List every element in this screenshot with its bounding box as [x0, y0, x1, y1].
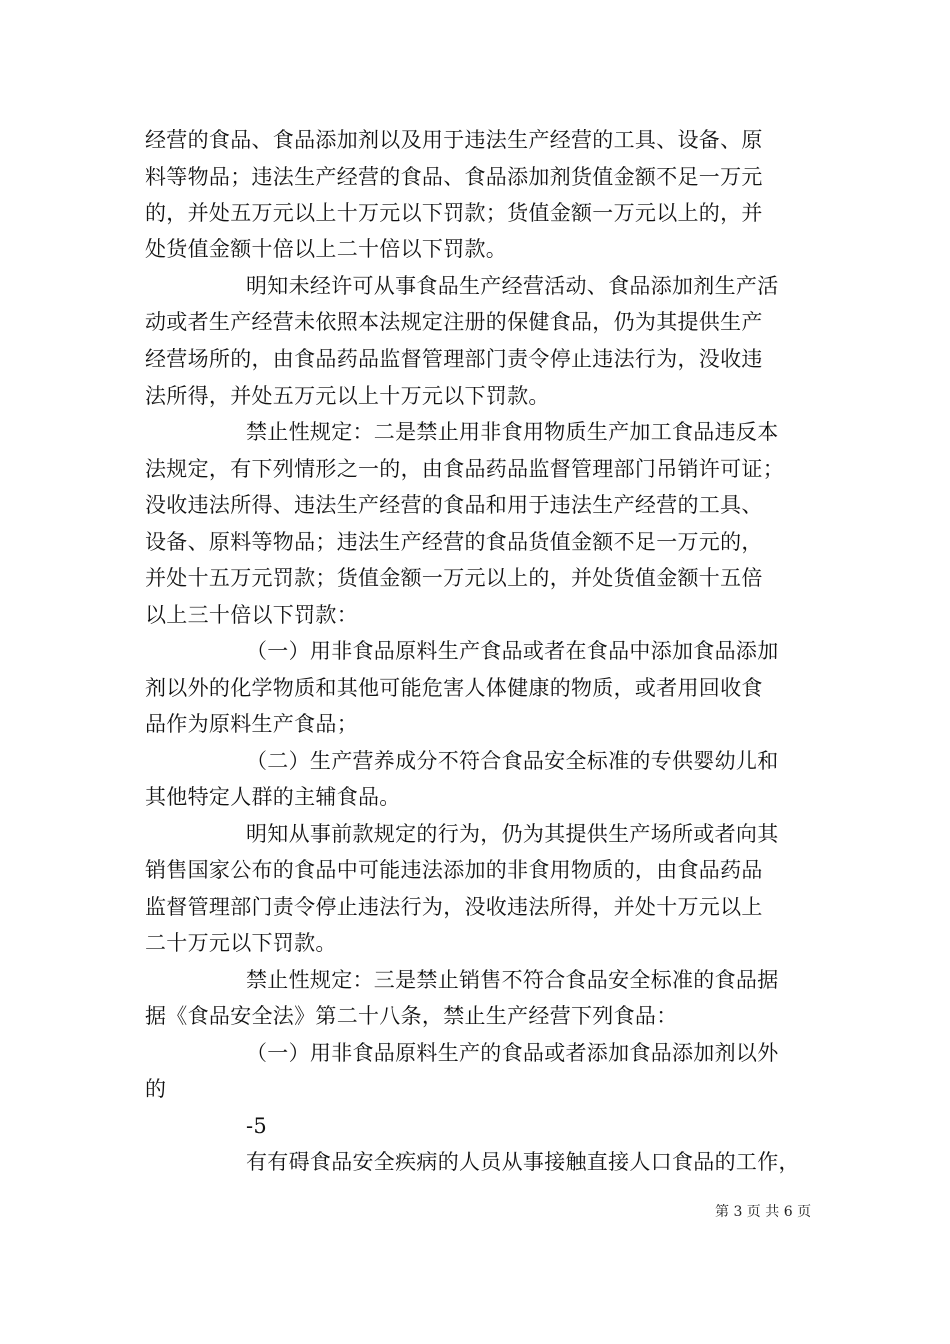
- body-line: 经营的食品、食品添加剂以及用于违法生产经营的工具、设备、原: [145, 128, 763, 152]
- body-line: 法规定，有下列情形之一的，由食品药品监督管理部门吊销许可证；: [145, 457, 784, 481]
- body-line: （一）用非食品原料生产食品或者在食品中添加食品添加: [246, 639, 779, 663]
- body-line: 其他特定人群的主辅食品。: [145, 785, 401, 809]
- body-line: 监督管理部门责令停止违法行为，没收违法所得，并处十万元以上: [145, 895, 763, 919]
- body-line: 料等物品；违法生产经营的食品、食品添加剂货值金额不足一万元: [145, 165, 763, 189]
- body-line: 二十万元以下罚款。: [145, 931, 337, 955]
- page-footer: 第 3 页 共 6 页: [715, 1204, 812, 1220]
- page-marker: -5: [246, 1114, 268, 1138]
- body-line: 的: [145, 1077, 167, 1101]
- body-line: （一）用非食品原料生产的食品或者添加食品添加剂以外: [246, 1041, 779, 1065]
- body-line: （二）生产营养成分不符合食品安全标准的专供婴幼儿和: [246, 749, 779, 773]
- body-line: 经营场所的，由食品药品监督管理部门责令停止违法行为，没收违: [145, 347, 763, 371]
- body-line: 动或者生产经营未依照本法规定注册的保健食品，仍为其提供生产: [145, 310, 763, 334]
- body-line: 销售国家公布的食品中可能违法添加的非食用物质的，由食品药品: [145, 858, 763, 882]
- body-line: 品作为原料生产食品；: [145, 712, 358, 736]
- body-line: 处货值金额十倍以上二十倍以下罚款。: [145, 237, 508, 261]
- body-line: 的，并处五万元以上十万元以下罚款；货值金额一万元以上的，并: [145, 201, 763, 225]
- body-line: 并处十五万元罚款；货值金额一万元以上的，并处货值金额十五倍: [145, 566, 763, 590]
- body-line: 明知从事前款规定的行为，仍为其提供生产场所或者向其: [246, 822, 779, 846]
- body-line: 以上三十倍以下罚款：: [145, 603, 358, 627]
- body-line: 明知未经许可从事食品生产经营活动、食品添加剂生产活: [246, 274, 779, 298]
- body-line: 据《食品安全法》第二十八条，禁止生产经营下列食品：: [145, 1004, 678, 1028]
- body-line: 法所得，并处五万元以上十万元以下罚款。: [145, 384, 550, 408]
- body-line: 禁止性规定：二是禁止用非食用物质生产加工食品违反本: [246, 420, 779, 444]
- body-line: 设备、原料等物品；违法生产经营的食品货值金额不足一万元的，: [145, 530, 763, 554]
- body-line: 没收违法所得、违法生产经营的食品和用于违法生产经营的工具、: [145, 493, 763, 517]
- body-line: 剂以外的化学物质和其他可能危害人体健康的物质，或者用回收食: [145, 676, 763, 700]
- body-line: 禁止性规定：三是禁止销售不符合食品安全标准的食品据: [246, 968, 779, 992]
- body-line: 有有碍食品安全疾病的人员从事接触直接人口食品的工作，: [246, 1150, 800, 1174]
